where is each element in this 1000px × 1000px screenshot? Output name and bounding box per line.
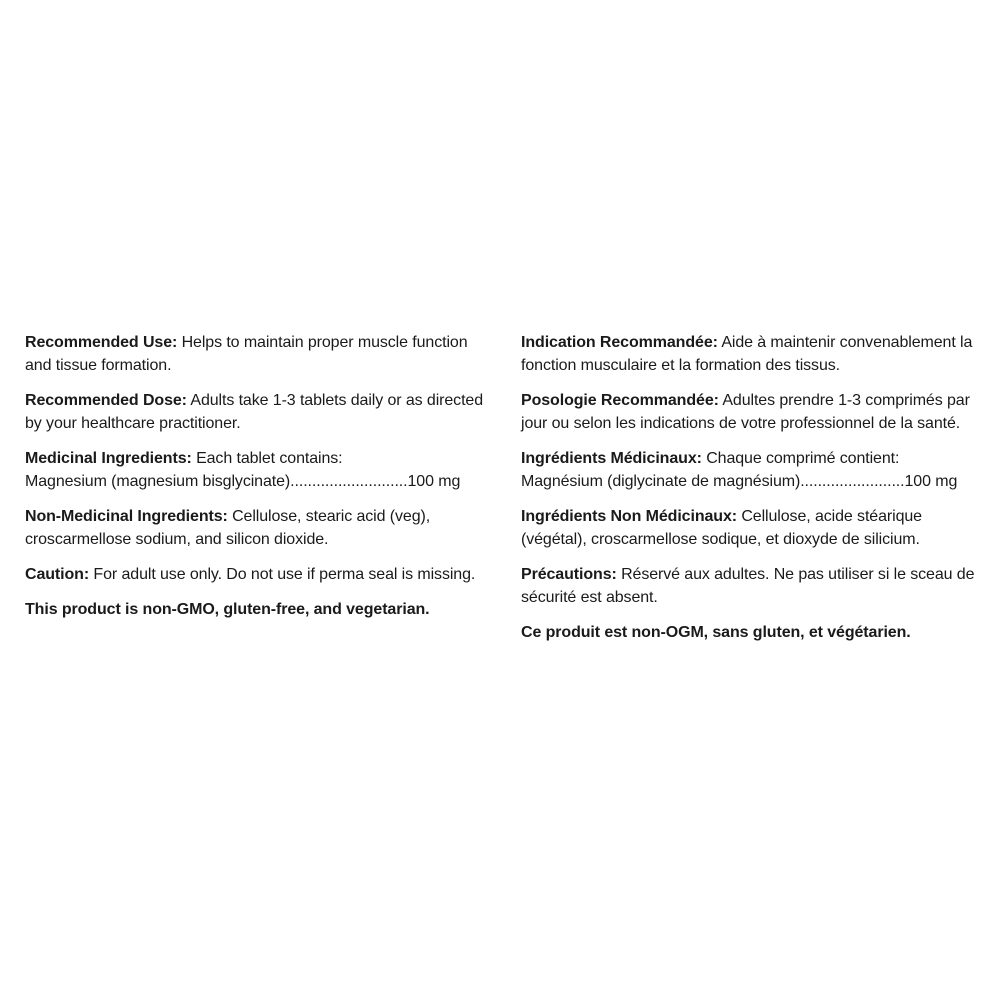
ingredients-non-medicinaux-paragraph [521,505,991,551]
recommended-dose-text: Adults take 1-3 tablets daily or as directed by your healthcare practitioner. [25,392,484,432]
posologie-recommandee-label: Posologie Recommandée: [521,392,719,409]
ingredient-name-fr: Magnésium (diglycinate de magnésium) [521,473,801,490]
precautions-text: Réservé aux adultes. Ne pas utiliser si le sceau de sécurité est absent. [521,566,975,606]
indication-recommandee-text: Aide à maintenir convenablement la fonction musculaire et la formation des tissus. [521,334,973,374]
ingredient-amount-fr: 100 mg [904,473,958,490]
ingredients-medicinaux-paragraph [521,447,991,493]
non-medicinal-ingredients-text: Cellulose, stearic acid (veg), croscarmellose sodium, and silicon dioxide. [25,508,431,548]
ingredient-leader-dots: ........................... [290,473,408,490]
ingredients-medicinaux-text: Chaque comprimé contient: [701,450,900,467]
medicinal-ingredients-text: Each tablet contains: [191,450,343,467]
caution-paragraph [25,563,497,586]
french-column [521,331,991,644]
recommended-dose-label: Recommended Dose: [25,392,187,409]
caution-label: Caution: [25,566,90,583]
medicinal-ingredients-label: Medicinal Ingredients: [25,450,192,467]
caution-text: For adult use only. Do not use if perma seal is missing. [89,566,476,583]
posologie-recommandee-text: Adultes prendre 1-3 comprimés par jour ou selon les indications de votre professionnel de la santé. [521,392,970,432]
non-medicinal-ingredients-label: Non-Medicinal Ingredients: [25,508,228,525]
product-statement-fr: Ce produit est non-OGM, sans gluten, et végétarien. [521,624,911,641]
product-statement: This product is non-GMO, gluten-free, and vegetarian. [25,601,430,618]
recommended-dose-paragraph [25,389,497,435]
recommended-use-label: Recommended Use: [25,334,178,351]
ingredient-line [25,470,497,493]
recommended-use-text: Helps to maintain proper muscle function and tissue formation. [25,334,468,374]
ingredients-medicinaux-label: Ingrédients Médicinaux: [521,450,702,467]
english-column [25,331,497,621]
non-medicinal-ingredients-paragraph [25,505,497,551]
ingredient-line-fr [521,470,991,493]
ingredient-amount: 100 mg [407,473,461,490]
precautions-paragraph [521,563,991,609]
recommended-use-paragraph [25,331,497,377]
indication-recommandee-label: Indication Recommandée: [521,334,718,351]
ingredients-non-medicinaux-text: Cellulose, acide stéarique (végétal), croscarmellose sodique, et dioxyde de silicium. [521,508,922,548]
indication-recommandee-paragraph [521,331,991,377]
ingredient-leader-dots-fr: ........................ [800,473,905,490]
medicinal-ingredients-paragraph [25,447,497,493]
ingredient-name: Magnesium (magnesium bisglycinate) [25,473,291,490]
posologie-recommandee-paragraph [521,389,991,435]
precautions-label: Précautions: [521,566,617,583]
ingredients-non-medicinaux-label: Ingrédients Non Médicinaux: [521,508,737,525]
